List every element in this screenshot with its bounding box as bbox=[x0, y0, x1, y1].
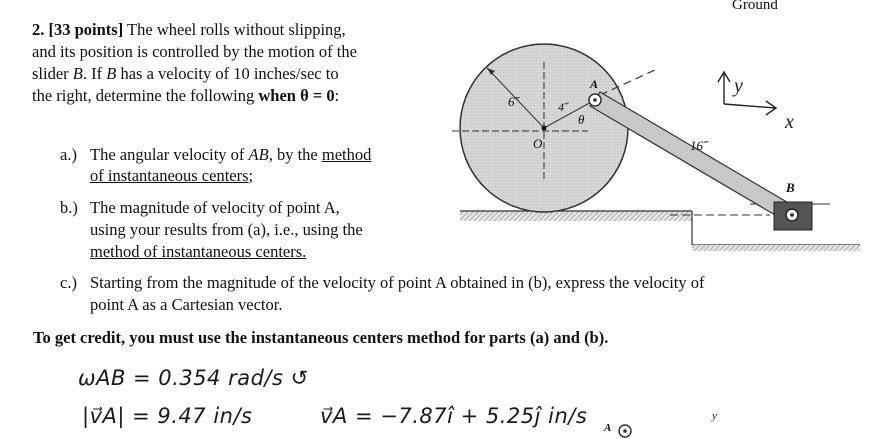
dim-16-label: 16˝ bbox=[690, 138, 708, 153]
part-a-underlined-2: of instantaneous centers bbox=[90, 166, 249, 185]
ground-surface bbox=[460, 211, 692, 221]
problem-line-4 bbox=[32, 86, 339, 106]
problem-line-1 bbox=[32, 20, 346, 40]
corner-y-label: y bbox=[712, 410, 717, 422]
corner-pin-icon bbox=[616, 422, 634, 439]
center-o-dot bbox=[542, 126, 547, 131]
problem-line-4-pre: the right, determine the following bbox=[32, 86, 259, 105]
axis-y-label: y bbox=[734, 75, 743, 97]
problem-line-3-post: . If bbox=[82, 64, 107, 83]
problem-line-4-end: : bbox=[334, 86, 340, 105]
point-b-label: B bbox=[786, 180, 795, 195]
problem-number: 2. bbox=[32, 20, 45, 39]
part-a-text-mid: , by the bbox=[268, 145, 322, 164]
theta-label: θ bbox=[578, 112, 585, 127]
part-a-text-pre: The angular velocity of bbox=[90, 145, 249, 164]
part-b-label: b.) bbox=[60, 198, 78, 217]
var-b-1: B bbox=[72, 64, 83, 83]
problem-line-2: and its position is controlled by the motion of the bbox=[32, 42, 357, 61]
answer-va-vector: v⃗A = −7.87î + 5.25ĵ in/s bbox=[320, 404, 588, 428]
part-a-label: a.) bbox=[60, 145, 77, 164]
dim-6-label: 6˝ bbox=[508, 94, 519, 109]
problem-line-4-condition: when θ = 0 bbox=[258, 86, 335, 105]
dim-4-label: 4˝ bbox=[558, 100, 568, 114]
part-b-line-2: using your results from (a), i.e., using the bbox=[90, 220, 363, 239]
part-b-line-1: The magnitude of velocity of point A, bbox=[90, 198, 340, 217]
part-a-line-2 bbox=[90, 166, 253, 186]
axis-x-label: x bbox=[785, 111, 794, 133]
ground-label: Ground bbox=[732, 0, 778, 13]
problem-line-3-end: has a velocity of 10 inches/sec to bbox=[116, 64, 339, 83]
answer-omega: ωAB = 0.354 rad/s ↺ bbox=[78, 366, 309, 390]
point-a-label: A bbox=[590, 77, 599, 91]
part-c-line-1: Starting from the magnitude of the velocity of point A obtained in (b), express the velocity of bbox=[90, 273, 705, 292]
part-a-end: ; bbox=[248, 166, 254, 185]
pin-b-center bbox=[790, 213, 794, 217]
pin-a-center bbox=[593, 98, 597, 102]
var-b-2: B bbox=[106, 64, 117, 83]
problem-points: [33 points] bbox=[48, 20, 124, 39]
slider-track bbox=[692, 245, 860, 251]
answer-va-magnitude: |v⃗A| = 9.47 in/s bbox=[82, 404, 253, 428]
corner-a-label: A bbox=[604, 422, 612, 434]
credit-note: To get credit, you must use the instantaneous centers method for parts (a) and (b). bbox=[33, 328, 609, 347]
problem-line-3 bbox=[32, 64, 339, 84]
part-c-line-2: point A as a Cartesian vector. bbox=[90, 295, 283, 314]
part-a-line-1 bbox=[90, 145, 371, 165]
part-b-line-3: method of instantaneous centers. bbox=[90, 242, 307, 261]
problem-line-1-text: The wheel rolls without slipping, bbox=[127, 20, 346, 39]
problem-line-3-pre: slider bbox=[32, 64, 73, 83]
part-c-label: c.) bbox=[60, 273, 77, 292]
handwritten-axes bbox=[718, 72, 776, 115]
part-a-underlined-1: method bbox=[321, 145, 372, 164]
mechanism-figure bbox=[440, 0, 885, 260]
part-a-var: AB bbox=[248, 145, 269, 164]
point-o-label: O bbox=[533, 136, 543, 151]
